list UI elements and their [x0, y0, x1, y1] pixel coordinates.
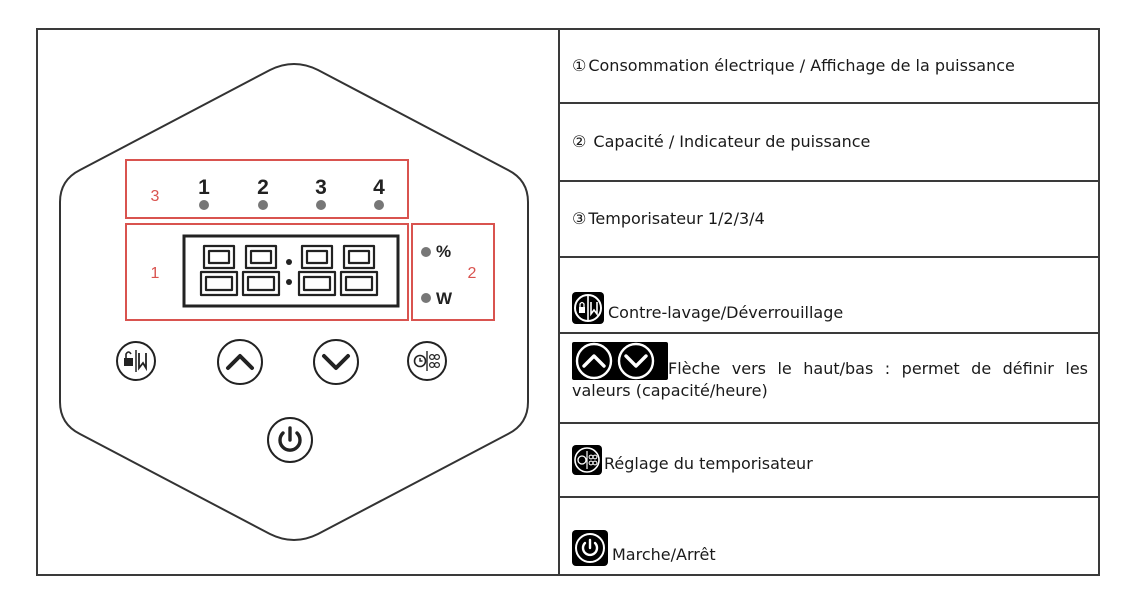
marker-3: ③: [572, 209, 587, 228]
legend-row-6: [560, 424, 1098, 498]
timer-number-2: 2: [257, 176, 269, 199]
power-icon: [572, 530, 608, 566]
timer-number-1: 1: [198, 176, 210, 199]
watt-unit: W: [436, 289, 453, 308]
timer-led-2: [258, 200, 268, 210]
timer-label-number: 3: [150, 188, 160, 205]
display-label-number: 1: [150, 265, 160, 282]
legend-text-7: Marche/Arrêt: [612, 545, 716, 564]
legend-row-2: [560, 104, 1098, 182]
colon-dot-upper: [286, 259, 292, 265]
backwash-unlock-icon: [572, 292, 604, 324]
timer-led-1: [199, 200, 209, 210]
timer-settings-button[interactable]: [408, 342, 446, 380]
legend-row-7: [560, 498, 1098, 574]
timer-led-3: [316, 200, 326, 210]
colon-dot-lower: [286, 279, 292, 285]
marker-2: ②: [572, 132, 587, 151]
legend-row-3: [560, 182, 1098, 258]
legend-text-4: Contre-lavage/Déverrouillage: [608, 303, 844, 322]
indicator-label-number: 2: [467, 265, 477, 282]
legend-text-6: Réglage du temporisateur: [604, 454, 813, 473]
legend-text-5: Flèche vers le haut/bas : permet de définir les valeurs (capacité/heure): [572, 359, 1088, 400]
legend-row-1: [560, 30, 1098, 104]
timer-led-4: [374, 200, 384, 210]
watt-led: [421, 293, 431, 303]
control-panel-diagram: [38, 30, 558, 574]
down-arrow-button[interactable]: [314, 340, 358, 384]
legend-row-4: [560, 258, 1098, 334]
percent-led: [421, 247, 431, 257]
legend-text-1: Consommation électrique / Affichage de la puissance: [588, 56, 1015, 75]
timer-number-3: 3: [315, 176, 327, 199]
up-arrow-button[interactable]: [218, 340, 262, 384]
marker-1: ①: [572, 56, 587, 75]
legend-table: [560, 30, 1098, 574]
power-button[interactable]: [268, 418, 312, 462]
legend-text-2: Capacité / Indicateur de puissance: [588, 132, 871, 151]
legend-text-3: Temporisateur 1/2/3/4: [588, 209, 765, 228]
timer-number-4: 4: [373, 176, 385, 199]
percent-unit: %: [436, 242, 452, 261]
chevron-down-icon: [619, 344, 653, 378]
backwash-unlock-button[interactable]: [117, 342, 155, 380]
chevron-up-icon: [577, 344, 611, 378]
up-down-arrow-icon: [572, 342, 668, 380]
legend-row-5: [560, 334, 1098, 424]
timer-settings-icon: [572, 445, 602, 475]
